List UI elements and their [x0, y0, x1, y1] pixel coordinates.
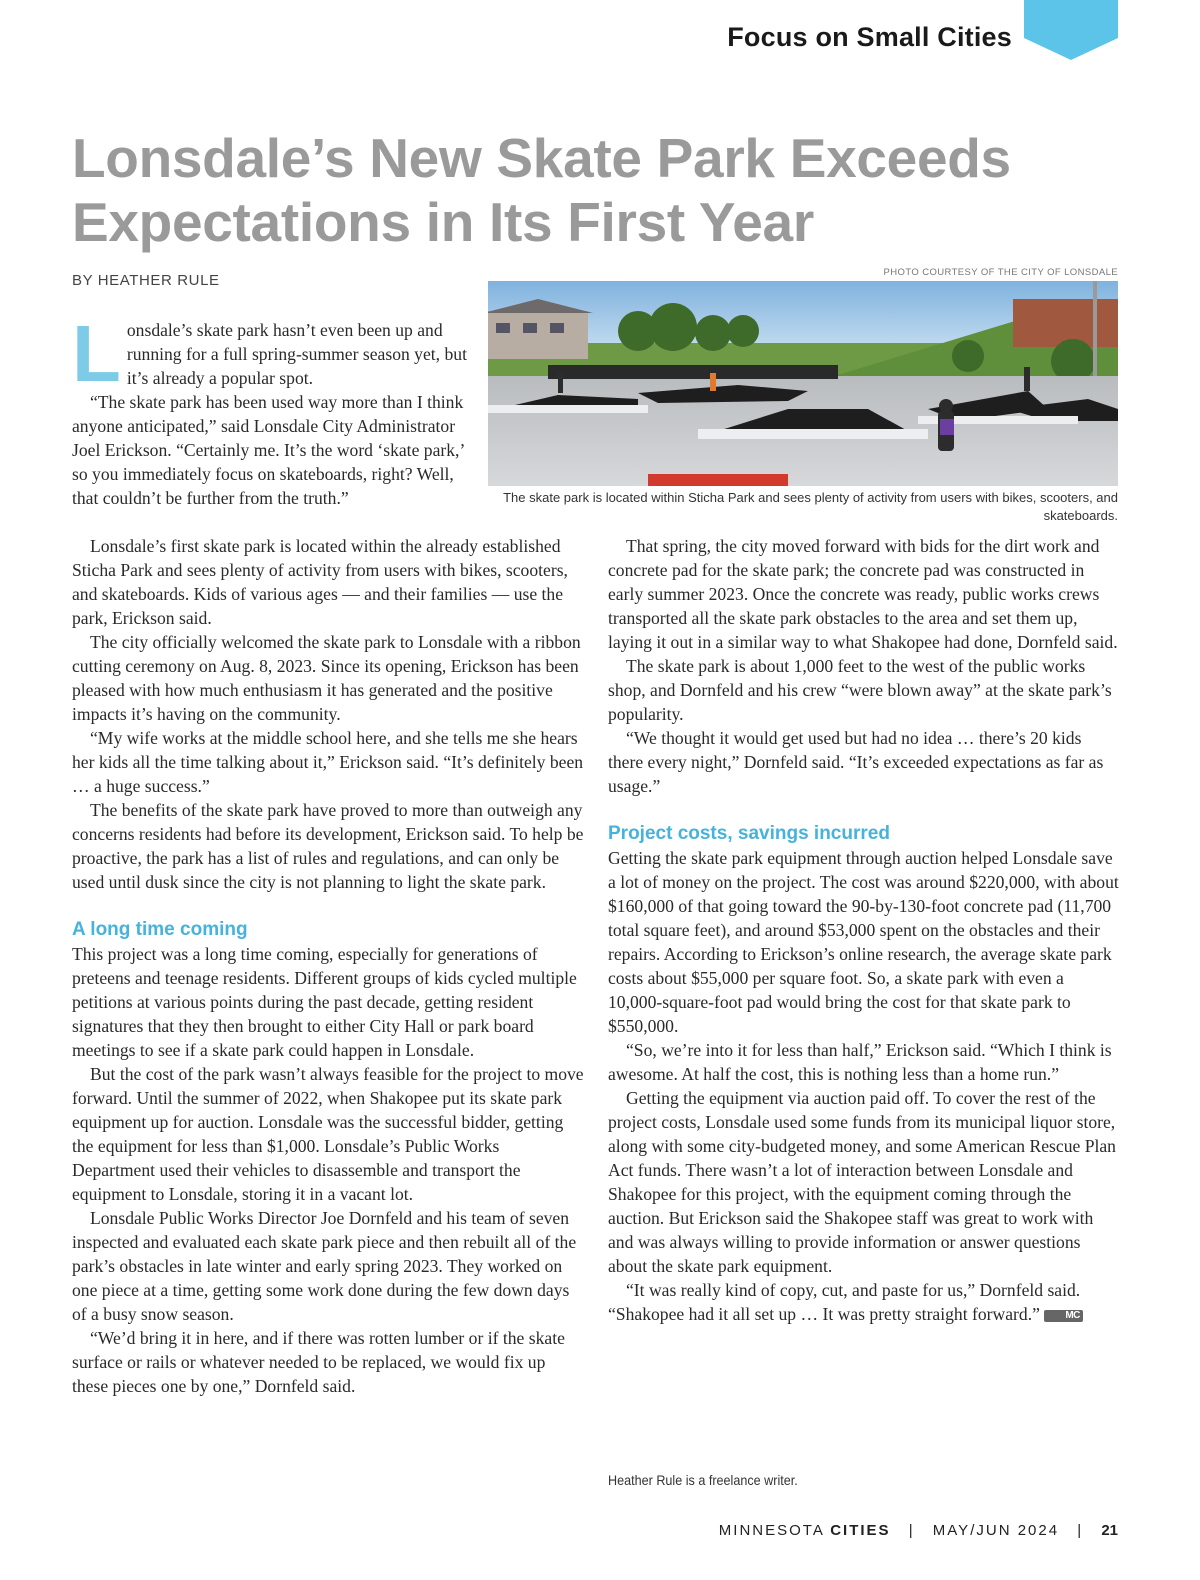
body-paragraph: Lonsdale’s first skate park is located within the already established Sticha Park and sees plenty of activity from users with bikes, scooters, and skateboards. Kids of various ages — and their families — use the park, Erickson said.	[72, 536, 568, 628]
body-paragraph: “So, we’re into it for less than half,” Erickson said. “Which I think is awesome. At half the cost, this is nothing less than a home run.”	[608, 1040, 1112, 1084]
subhead-project-costs: Project costs, savings incurred	[608, 823, 890, 844]
footer-divider: |	[1077, 1522, 1084, 1539]
magazine-name-bold: CITIES	[830, 1522, 891, 1539]
body-paragraph: “My wife works at the middle school here, and she tells me she hears her kids all the time talking about it,” Erickson said. “It’s definitely been … a huge success.”	[72, 728, 584, 796]
body-paragraph: “We thought it would get used but had no idea … there’s 20 kids there every night,” Dornfeld said. “It’s exceeded expectations as far as usage.”	[608, 728, 1104, 796]
body-paragraph: Getting the equipment via auction paid off. To cover the rest of the project costs, Lonsdale used some funds from its municipal liquor store, along with some city-budgeted money, and some American Rescue Plan Act funds. There wasn’t a lot of interaction between Lonsdale and Shakopee for this project, with the equipment coming through the auction. But Erickson said the Shakopee staff was great to work with and was always willing to provide information or answer questions about the skate park equipment.	[608, 1088, 1116, 1276]
body-paragraph: Getting the skate park equipment through auction helped Lonsdale save a lot of money on the project. The cost was around $220,000, with about $160,000 of that going toward the 90-by-130-foot concrete pad (11,700 total square feet), and around $53,000 spent on the obstacles and their repairs. According to Erickson’s online research, the average skate park costs about $55,000 per square foot. So, a skate park with even a 10,000-square-foot pad would bring the cost for that skate park to $550,000.	[608, 848, 1119, 1036]
right-column	[608, 534, 1120, 1326]
byline: BY HEATHER RULE	[72, 272, 220, 289]
issue-date: MAY/JUN 2024	[932, 1522, 1060, 1539]
body-paragraph	[608, 1278, 1120, 1326]
body-paragraph: But the cost of the park wasn’t always feasible for the project to move forward. Until the summer of 2022, when Shakopee put its skate park equipment up for auction. Lonsdale was the successful bidder, getting the equipment for less than $1,000. Lonsdale’s Public Works Department used their vehicles to disassemble and transport the equipment to Lonsdale, storing it in a vacant lot.	[72, 1064, 584, 1204]
footer-divider: |	[908, 1522, 915, 1539]
subhead-long-time-coming: A long time coming	[72, 919, 248, 940]
body-paragraph: The benefits of the skate park have proved to more than outweigh any concerns residents had before its development, Erickson said. To help be proactive, the park has a list of rules and regulations, and can only be used until dusk since the city is not planning to light the skate park.	[72, 800, 584, 892]
photo-caption: The skate park is located within Sticha Park and sees plenty of activity from users with bikes, scooters, and skateboards.	[503, 490, 1118, 523]
intro-column	[72, 309, 470, 510]
section-tab-icon	[1024, 0, 1118, 60]
drop-cap: L	[72, 309, 121, 398]
body-paragraph: Lonsdale Public Works Director Joe Dornfeld and his team of seven inspected and evaluated each skate park piece and then rebuilt all of the park’s obstacles in late winter and early spring 2023. They worked on one piece at a time, getting some work done during the few down days of a busy snow season.	[72, 1208, 577, 1324]
lead-text: onsdale’s skate park hasn’t even been up and running for a full spring-summer season yet, but it’s already a popular spot.	[126, 320, 467, 388]
lead-paragraph	[72, 309, 470, 398]
page-number: 21	[1101, 1522, 1118, 1539]
body-paragraph: This project was a long time coming, especially for generations of preteens and teenage residents. Different groups of kids cycled multiple petitions at various points during the past decade, getting resident signatures that they then brought to either City Hall or park board meetings to see if a skate park could happen in Lonsdale.	[72, 944, 577, 1060]
left-column	[72, 534, 584, 1398]
body-paragraph: The city officially welcomed the skate park to Lonsdale with a ribbon cutting ceremony on Aug. 8, 2023. Since its opening, Erickson has been pleased with how much enthusiasm it has generated and the positive impacts it’s having on the community.	[72, 632, 581, 724]
section-label: Focus on Small Cities	[727, 22, 1012, 52]
body-paragraph: “We’d bring it in here, and if there was rotten lumber or if the skate surface or rails or whatever needed to be replaced, we would fix up these pieces one by one,” Dornfeld said.	[72, 1328, 565, 1396]
body-paragraph: “The skate park has been used way more than I think anyone anticipated,” said Lonsdale City Administrator Joel Erickson. “Certainly me. It’s the word ‘skate park,’ so you immediately focus on skateboards, right? Well, that couldn’t be further from the truth.”	[72, 392, 464, 508]
skate-park-photo	[488, 281, 1118, 486]
article-title: Lonsdale’s New Skate Park Exceeds Expectations in Its First Year	[72, 127, 1011, 253]
magazine-name-prefix: MINNESOTA	[718, 1522, 825, 1539]
author-note: Heather Rule is a freelance writer.	[608, 1472, 798, 1488]
body-paragraph: The skate park is about 1,000 feet to the west of the public works shop, and Dornfeld and his crew “were blown away” at the skate park’s popularity.	[608, 656, 1112, 724]
page-footer	[719, 1522, 1118, 1539]
body-paragraph: That spring, the city moved forward with bids for the dirt work and concrete pad for the skate park; the concrete pad was constructed in early summer 2023. Once the concrete was ready, public works crews transported all the skate park obstacles to the area and set them up, laying it out in a similar way to what Shakopee had done, Dornfeld said.	[608, 536, 1118, 652]
photo-credit: PHOTO COURTESY OF THE CITY OF LONSDALE	[883, 267, 1118, 278]
end-mark-icon: MC	[1044, 1310, 1083, 1322]
closing-quote: “It was really kind of copy, cut, and paste for us,” Dornfeld said. “Shakopee had it all set up … It was pretty straight forward.”	[608, 1280, 1081, 1324]
